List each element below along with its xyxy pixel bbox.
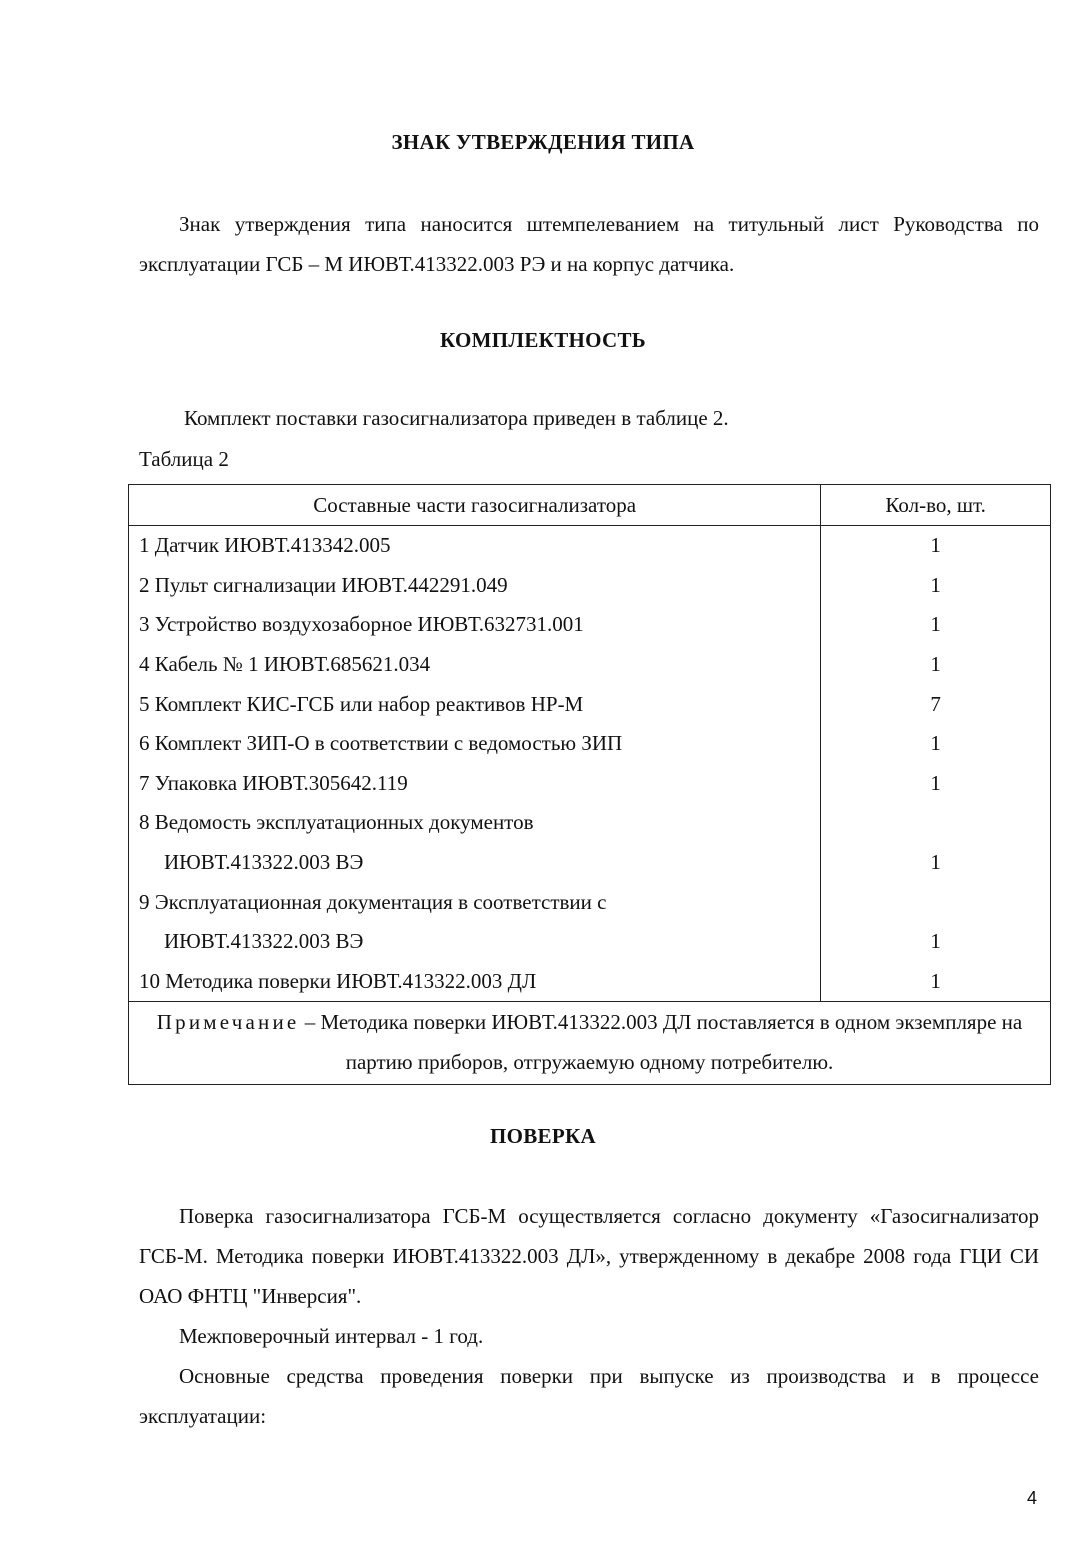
table-row bbox=[129, 882, 1051, 922]
cell-part-name: 5 Комплект КИС-ГСБ или набор реактивов НР-М bbox=[129, 684, 821, 724]
cell-part-name: 2 Пульт сигнализации ИЮВТ.442291.049 bbox=[129, 566, 821, 606]
paragraph-verification-document: Поверка газосигнализатора ГСБ-М осуществляется согласно документу «Газосигнализатор ГСБ-М. Методика поверки ИЮВТ.413322.003 ДЛ», утвержденному в декабре 2008 года ГЦИ СИ ОАО ФНТЦ "Инверсия". bbox=[139, 1204, 1039, 1308]
paragraph-completeness-intro: Комплект поставки газосигнализатора приведен в таблице 2. bbox=[184, 406, 729, 430]
cell-qty: 1 bbox=[821, 605, 1051, 645]
table-note bbox=[129, 1002, 1051, 1085]
cell-qty bbox=[821, 803, 1051, 843]
table-row bbox=[129, 645, 1051, 685]
note-text: – Методика поверки ИЮВТ.413322.003 ДЛ поставляется в одном экземпляре на партию приборов, отгружаемую одному потребителю. bbox=[299, 1010, 1023, 1075]
table-row bbox=[129, 764, 1051, 804]
table-row bbox=[129, 803, 1051, 843]
table-row bbox=[129, 962, 1051, 1002]
table-note-row bbox=[129, 1002, 1051, 1085]
cell-qty: 1 bbox=[821, 526, 1051, 566]
table-row bbox=[129, 526, 1051, 566]
cell-qty: 1 bbox=[821, 764, 1051, 804]
heading-type-approval: ЗНАК УТВЕРЖДЕНИЯ ТИПА bbox=[391, 130, 695, 154]
note-label: Примечание bbox=[156, 1010, 300, 1035]
cell-qty: 1 bbox=[821, 843, 1051, 883]
paragraph-type-approval: Знак утверждения типа наносится штемпелеванием на титульный лист Руководства по эксплуатации ГСБ – М ИЮВТ.413322.003 РЭ и на корпус датчика. bbox=[139, 212, 1039, 276]
cell-qty: 1 bbox=[821, 962, 1051, 1002]
cell-qty: 7 bbox=[821, 684, 1051, 724]
heading-completeness: КОМПЛЕКТНОСТЬ bbox=[440, 328, 646, 352]
cell-part-name: 10 Методика поверки ИЮВТ.413322.003 ДЛ bbox=[129, 962, 821, 1002]
cell-part-name: 3 Устройство воздухозаборное ИЮВТ.632731.001 bbox=[129, 605, 821, 645]
table-row bbox=[129, 724, 1051, 764]
heading-verification: ПОВЕРКА bbox=[489, 1124, 596, 1148]
cell-qty: 1 bbox=[821, 922, 1051, 962]
column-header-qty: Кол-во, шт. bbox=[821, 485, 1051, 526]
cell-part-name: 4 Кабель № 1 ИЮВТ.685621.034 bbox=[129, 645, 821, 685]
column-header-parts: Составные части газосигнализатора bbox=[129, 485, 821, 526]
table-row bbox=[129, 605, 1051, 645]
cell-part-name: 9 Эксплуатационная документация в соответствии с bbox=[129, 882, 821, 922]
table-row-continuation bbox=[129, 922, 1051, 962]
kit-table bbox=[128, 484, 1051, 1085]
cell-qty: 1 bbox=[821, 566, 1051, 606]
cell-qty bbox=[821, 882, 1051, 922]
page-number: 4 bbox=[1027, 1488, 1038, 1508]
cell-part-name: 8 Ведомость эксплуатационных документов bbox=[129, 803, 821, 843]
cell-part-name: 1 Датчик ИЮВТ.413342.005 bbox=[129, 526, 821, 566]
cell-qty: 1 bbox=[821, 724, 1051, 764]
paragraph-verification-means: Основные средства проведения поверки при выпуске из производства и в процессе эксплуатации: bbox=[139, 1364, 1039, 1428]
cell-part-name: 7 Упаковка ИЮВТ.305642.119 bbox=[129, 764, 821, 804]
table-header-row bbox=[129, 485, 1051, 526]
table-row-continuation bbox=[129, 843, 1051, 883]
cell-part-name: ИЮВТ.413322.003 ВЭ bbox=[129, 922, 821, 962]
cell-part-name: 6 Комплект ЗИП-О в соответствии с ведомостью ЗИП bbox=[129, 724, 821, 764]
table-caption: Таблица 2 bbox=[139, 447, 229, 471]
table-row bbox=[129, 684, 1051, 724]
cell-part-name: ИЮВТ.413322.003 ВЭ bbox=[129, 843, 821, 883]
cell-qty: 1 bbox=[821, 645, 1051, 685]
table-row bbox=[129, 566, 1051, 606]
paragraph-verification-interval: Межповерочный интервал - 1 год. bbox=[179, 1324, 484, 1348]
